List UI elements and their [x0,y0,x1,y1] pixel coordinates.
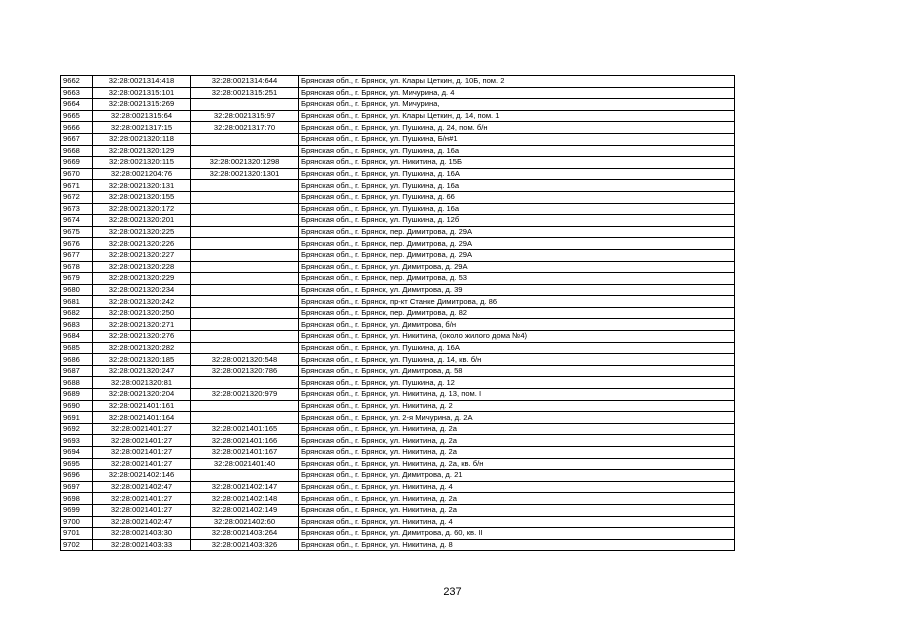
address-cell: Брянская обл., г. Брянск, пер. Димитрова, д. 53 [299,273,735,285]
cadastral-number-cell: 32:28:0021402:47 [93,516,191,528]
table-row [61,307,735,319]
table-row [61,273,735,285]
table-row [61,365,735,377]
object-number-cell [191,284,299,296]
table-row [61,261,735,273]
address-cell: Брянская обл., г. Брянск, ул. Пушкина, д. 16а [299,203,735,215]
cadastral-number-cell: 32:28:0021320:131 [93,180,191,192]
cadastral-number-cell: 32:28:0021401:27 [93,504,191,516]
row-number-cell: 9700 [61,516,93,528]
table-row [61,377,735,389]
row-number-cell: 9682 [61,307,93,319]
cadastral-number-cell: 32:28:0021320:226 [93,238,191,250]
table-row [61,180,735,192]
object-number-cell [191,215,299,227]
cadastral-number-cell: 32:28:0021403:33 [93,539,191,551]
row-number-cell: 9683 [61,319,93,331]
row-number-cell: 9681 [61,296,93,308]
cadastral-number-cell: 32:28:0021403:30 [93,528,191,540]
table-row [61,168,735,180]
table-row [61,400,735,412]
registry-table [60,75,735,551]
row-number-cell: 9684 [61,331,93,343]
address-cell: Брянская обл., г. Брянск, пер. Димитрова, д. 29А [299,249,735,261]
row-number-cell: 9702 [61,539,93,551]
row-number-cell: 9667 [61,133,93,145]
cadastral-number-cell: 32:28:0021315:101 [93,87,191,99]
row-number-cell: 9694 [61,447,93,459]
row-number-cell: 9676 [61,238,93,250]
address-cell: Брянская обл., г. Брянск, ул. Мичурина, [299,99,735,111]
address-cell: Брянская обл., г. Брянск, пер. Димитрова, д. 29А [299,226,735,238]
row-number-cell: 9664 [61,99,93,111]
table-row [61,331,735,343]
object-number-cell [191,145,299,157]
cadastral-number-cell: 32:28:0021320:115 [93,157,191,169]
cadastral-number-cell: 32:28:0021320:204 [93,389,191,401]
object-number-cell: 32:28:0021401:165 [191,423,299,435]
cadastral-number-cell: 32:28:0021315:269 [93,99,191,111]
table-row [61,76,735,88]
cadastral-number-cell: 32:28:0021401:27 [93,435,191,447]
address-cell: Брянская обл., г. Брянск, ул. Пушкина, д. 16А [299,168,735,180]
table-row [61,389,735,401]
table-row [61,238,735,250]
cadastral-number-cell: 32:28:0021320:185 [93,354,191,366]
row-number-cell: 9672 [61,191,93,203]
address-cell: Брянская обл., г. Брянск, ул. Пушкина, д. 16а [299,145,735,157]
table-row [61,458,735,470]
address-cell: Брянская обл., г. Брянск, ул. Никитина, д. 2а [299,435,735,447]
row-number-cell: 9668 [61,145,93,157]
object-number-cell [191,400,299,412]
address-cell: Брянская обл., г. Брянск, ул. Никитина, д. 2а [299,493,735,505]
row-number-cell: 9698 [61,493,93,505]
cadastral-number-cell: 32:28:0021204:76 [93,168,191,180]
table-row [61,122,735,134]
address-cell: Брянская обл., г. Брянск, ул. Пушкина, д. 12б [299,215,735,227]
address-cell: Брянская обл., г. Брянск, ул. Мичурина, д. 4 [299,87,735,99]
address-cell: Брянская обл., г. Брянск, ул. Никитина, д. 15Б [299,157,735,169]
cadastral-number-cell: 32:28:0021320:225 [93,226,191,238]
table-row [61,284,735,296]
cadastral-number-cell: 32:28:0021320:242 [93,296,191,308]
cadastral-number-cell: 32:28:0021402:47 [93,481,191,493]
object-number-cell: 32:28:0021320:1301 [191,168,299,180]
cadastral-number-cell: 32:28:0021320:201 [93,215,191,227]
table-row [61,226,735,238]
row-number-cell: 9696 [61,470,93,482]
row-number-cell: 9680 [61,284,93,296]
table-row [61,435,735,447]
address-cell: Брянская обл., г. Брянск, ул. 2-я Мичурина, д. 2А [299,412,735,424]
cadastral-number-cell: 32:28:0021401:27 [93,493,191,505]
row-number-cell: 9673 [61,203,93,215]
row-number-cell: 9690 [61,400,93,412]
address-cell: Брянская обл., г. Брянск, пер. Димитрова, д. 29А [299,238,735,250]
object-number-cell [191,203,299,215]
object-number-cell: 32:28:0021315:97 [191,110,299,122]
object-number-cell [191,273,299,285]
cadastral-number-cell: 32:28:0021320:250 [93,307,191,319]
object-number-cell: 32:28:0021402:149 [191,504,299,516]
object-number-cell: 32:28:0021402:148 [191,493,299,505]
object-number-cell: 32:28:0021320:548 [191,354,299,366]
row-number-cell: 9675 [61,226,93,238]
row-number-cell: 9686 [61,354,93,366]
row-number-cell: 9665 [61,110,93,122]
cadastral-number-cell: 32:28:0021315:64 [93,110,191,122]
page-number: 237 [443,586,462,598]
table-row [61,249,735,261]
address-cell: Брянская обл., г. Брянск, ул. Димитрова, д. 29А [299,261,735,273]
object-number-cell: 32:28:0021403:326 [191,539,299,551]
table-row [61,215,735,227]
cadastral-number-cell: 32:28:0021401:164 [93,412,191,424]
address-cell: Брянская обл., г. Брянск, ул. Пушкина, д. 66 [299,191,735,203]
table-row [61,516,735,528]
address-cell: Брянская обл., г. Брянск, ул. Никитина, д. 8 [299,539,735,551]
address-cell: Брянская обл., г. Брянск, ул. Димитрова, д. 39 [299,284,735,296]
row-number-cell: 9697 [61,481,93,493]
object-number-cell [191,226,299,238]
registry-table-body [61,76,735,551]
object-number-cell [191,238,299,250]
cadastral-number-cell: 32:28:0021320:155 [93,191,191,203]
row-number-cell: 9679 [61,273,93,285]
address-cell: Брянская обл., г. Брянск, ул. Димитрова, д. 21 [299,470,735,482]
object-number-cell [191,261,299,273]
object-number-cell: 32:28:0021320:786 [191,365,299,377]
cadastral-number-cell: 32:28:0021401:161 [93,400,191,412]
row-number-cell: 9691 [61,412,93,424]
address-cell: Брянская обл., г. Брянск, ул. Пушкина, д. 12 [299,377,735,389]
row-number-cell: 9695 [61,458,93,470]
row-number-cell: 9671 [61,180,93,192]
address-cell: Брянская обл., г. Брянск, ул. Никитина, д. 4 [299,516,735,528]
table-row [61,539,735,551]
row-number-cell: 9670 [61,168,93,180]
cadastral-number-cell: 32:28:0021320:247 [93,365,191,377]
table-row [61,493,735,505]
object-number-cell [191,307,299,319]
address-cell: Брянская обл., г. Брянск, ул. Димитрова, б/н [299,319,735,331]
object-number-cell [191,377,299,389]
object-number-cell: 32:28:0021315:251 [191,87,299,99]
table-row [61,87,735,99]
table-row [61,423,735,435]
row-number-cell: 9687 [61,365,93,377]
object-number-cell: 32:28:0021402:147 [191,481,299,493]
cadastral-number-cell: 32:28:0021402:146 [93,470,191,482]
object-number-cell [191,133,299,145]
table-row [61,528,735,540]
object-number-cell [191,191,299,203]
address-cell: Брянская обл., г. Брянск, ул. Никитина, д. 13, пом. I [299,389,735,401]
row-number-cell: 9692 [61,423,93,435]
table-row [61,99,735,111]
row-number-cell: 9662 [61,76,93,88]
row-number-cell: 9663 [61,87,93,99]
cadastral-number-cell: 32:28:0021320:234 [93,284,191,296]
address-cell: Брянская обл., г. Брянск, ул. Клары Цеткин, д. 14, пом. 1 [299,110,735,122]
row-number-cell: 9674 [61,215,93,227]
address-cell: Брянская обл., г. Брянск, ул. Пушкина, д. 16А [299,342,735,354]
row-number-cell: 9669 [61,157,93,169]
address-cell: Брянская обл., г. Брянск, ул. Никитина, д. 4 [299,481,735,493]
object-number-cell: 32:28:0021403:264 [191,528,299,540]
table-row [61,191,735,203]
table-row [61,133,735,145]
row-number-cell: 9701 [61,528,93,540]
object-number-cell [191,296,299,308]
object-number-cell: 32:28:0021317:70 [191,122,299,134]
cadastral-number-cell: 32:28:0021320:282 [93,342,191,354]
object-number-cell [191,180,299,192]
cadastral-number-cell: 32:28:0021320:276 [93,331,191,343]
cadastral-number-cell: 32:28:0021320:118 [93,133,191,145]
table-row [61,110,735,122]
table-row [61,157,735,169]
row-number-cell: 9678 [61,261,93,273]
table-row [61,203,735,215]
table-row [61,412,735,424]
address-cell: Брянская обл., г. Брянск, ул. Пушкина, д. 16а [299,180,735,192]
object-number-cell: 32:28:0021402:60 [191,516,299,528]
row-number-cell: 9677 [61,249,93,261]
cadastral-number-cell: 32:28:0021320:129 [93,145,191,157]
table-row [61,296,735,308]
address-cell: Брянская обл., г. Брянск, ул. Никитина, (около жилого дома №4) [299,331,735,343]
row-number-cell: 9693 [61,435,93,447]
object-number-cell: 32:28:0021320:1298 [191,157,299,169]
object-number-cell [191,331,299,343]
cadastral-number-cell: 32:28:0021320:227 [93,249,191,261]
cadastral-number-cell: 32:28:0021314:418 [93,76,191,88]
address-cell: Брянская обл., г. Брянск, ул. Димитрова, д. 58 [299,365,735,377]
cadastral-number-cell: 32:28:0021320:271 [93,319,191,331]
row-number-cell: 9688 [61,377,93,389]
cadastral-number-cell: 32:28:0021401:27 [93,423,191,435]
address-cell: Брянская обл., г. Брянск, ул. Никитина, д. 2а [299,423,735,435]
row-number-cell: 9689 [61,389,93,401]
table-row [61,470,735,482]
table-row [61,481,735,493]
object-number-cell: 32:28:0021401:166 [191,435,299,447]
table-row [61,319,735,331]
table-row [61,145,735,157]
object-number-cell: 32:28:0021320:979 [191,389,299,401]
cadastral-number-cell: 32:28:0021320:81 [93,377,191,389]
row-number-cell: 9685 [61,342,93,354]
address-cell: Брянская обл., г. Брянск, пер. Димитрова, д. 82 [299,307,735,319]
object-number-cell [191,249,299,261]
cadastral-number-cell: 32:28:0021320:172 [93,203,191,215]
object-number-cell: 32:28:0021314:644 [191,76,299,88]
address-cell: Брянская обл., г. Брянск, ул. Димитрова, д. 60, кв. II [299,528,735,540]
address-cell: Брянская обл., г. Брянск, ул. Никитина, д. 2а [299,447,735,459]
cadastral-number-cell: 32:28:0021317:15 [93,122,191,134]
cadastral-number-cell: 32:28:0021401:27 [93,447,191,459]
table-row [61,354,735,366]
object-number-cell [191,342,299,354]
address-cell: Брянская обл., г. Брянск, ул. Никитина, д. 2 [299,400,735,412]
row-number-cell: 9699 [61,504,93,516]
table-row [61,504,735,516]
table-row [61,447,735,459]
object-number-cell [191,470,299,482]
address-cell: Брянская обл., г. Брянск, ул. Пушкина, Б/н#1 [299,133,735,145]
cadastral-number-cell: 32:28:0021320:228 [93,261,191,273]
address-cell: Брянская обл., г. Брянск, пр-кт Станке Димитрова, д. 86 [299,296,735,308]
address-cell: Брянская обл., г. Брянск, ул. Пушкина, д. 24, пом. б/н [299,122,735,134]
table-row [61,342,735,354]
address-cell: Брянская обл., г. Брянск, ул. Клары Цеткин, д. 10Б, пом. 2 [299,76,735,88]
address-cell: Брянская обл., г. Брянск, ул. Никитина, д. 2а, кв. б/н [299,458,735,470]
object-number-cell [191,319,299,331]
address-cell: Брянская обл., г. Брянск, ул. Никитина, д. 2а [299,504,735,516]
object-number-cell [191,412,299,424]
object-number-cell: 32:28:0021401:167 [191,447,299,459]
cadastral-number-cell: 32:28:0021320:229 [93,273,191,285]
address-cell: Брянская обл., г. Брянск, ул. Пушкина, д. 14, кв. б/н [299,354,735,366]
object-number-cell: 32:28:0021401:40 [191,458,299,470]
row-number-cell: 9666 [61,122,93,134]
object-number-cell [191,99,299,111]
cadastral-number-cell: 32:28:0021401:27 [93,458,191,470]
